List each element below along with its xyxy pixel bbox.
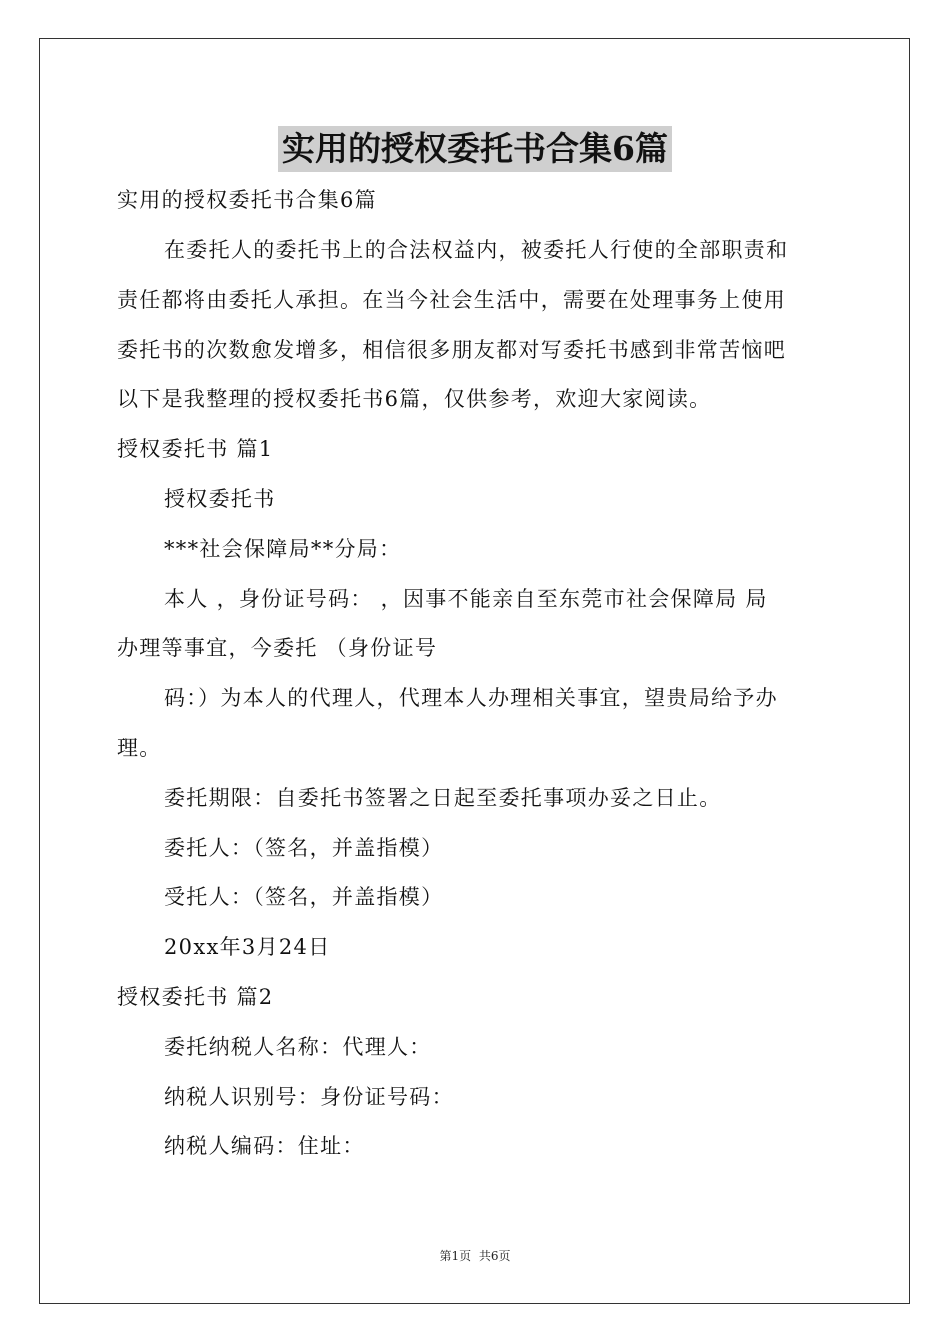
agent-signature-line: 受托人：（签名，并盖指模） bbox=[164, 885, 444, 909]
field-line: 委托纳税人名称：代理人： bbox=[164, 1035, 432, 1059]
principal-signature-line: 委托人：（签名，并盖指模） bbox=[164, 836, 444, 860]
page-border bbox=[39, 38, 910, 1304]
section-heading-2: 授权委托书 篇2 bbox=[117, 985, 274, 1009]
field-line: 纳税人编码：住址： bbox=[164, 1134, 365, 1158]
subtitle-line: 实用的授权委托书合集6篇 bbox=[117, 188, 377, 212]
addressee-line: ***社会保障局**分局： bbox=[164, 537, 402, 561]
page-footer bbox=[0, 1248, 950, 1264]
paragraph-line: 以下是我整理的授权委托书6篇，仅供参考，欢迎大家阅读。 bbox=[117, 387, 712, 411]
date-line: 20xx年3月24日 bbox=[164, 935, 331, 959]
body-line: 办理等事宜，今委托 （身份证号 bbox=[117, 636, 438, 660]
title-container bbox=[0, 126, 950, 172]
field-line: 纳税人识别号：身份证号码： bbox=[164, 1085, 454, 1109]
section-heading-1: 授权委托书 篇1 bbox=[117, 437, 274, 461]
body-line: 码：）为本人的代理人，代理本人办理相关事宜，望贵局给予办 bbox=[164, 686, 778, 710]
paragraph-line: 在委托人的委托书上的合法权益内，被委托人行使的全部职责和 bbox=[164, 238, 789, 262]
page-number-current: 第1页 bbox=[439, 1249, 472, 1263]
page-number-total: 共6页 bbox=[478, 1249, 511, 1263]
letter-title: 授权委托书 bbox=[164, 487, 276, 511]
term-line: 委托期限：自委托书签署之日起至委托事项办妥之日止。 bbox=[164, 786, 722, 810]
body-line: 理。 bbox=[117, 736, 162, 760]
paragraph-line: 委托书的次数愈发增多，相信很多朋友都对写委托书感到非常苦恼吧 bbox=[117, 338, 786, 362]
body-line: 本人 ，身份证号码： ，因事不能亲自至东莞市社会保障局 局 bbox=[164, 587, 768, 611]
paragraph-line: 责任都将由委托人承担。在当今社会生活中，需要在处理事务上使用 bbox=[117, 288, 786, 312]
document-title: 实用的授权委托书合集6篇 bbox=[278, 126, 672, 172]
